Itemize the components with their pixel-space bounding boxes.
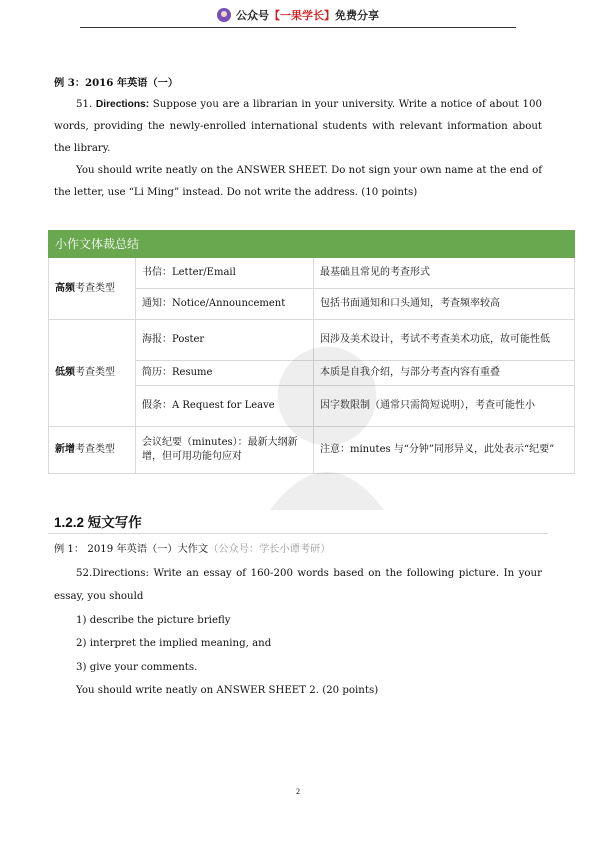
note-cell: 注意：minutes 与“分钟”同形异义，此处表示“纪要” xyxy=(314,427,575,474)
type-cell: 通知：Notice/Announcement xyxy=(136,289,314,320)
table-title: 小作文体裁总结 xyxy=(49,231,575,258)
type-cell: 简历：Resume xyxy=(136,361,314,386)
section-heading: 1.2.2 短文写作 xyxy=(54,515,142,530)
example-3-title: 例 3：2016 年英语（一） xyxy=(54,77,179,89)
genre-summary-table xyxy=(48,230,575,474)
example-1-prompt: 52.Directions: Write an essay of 160-200 words based on the following picture. In your essay, you should xyxy=(54,567,542,602)
example-3-paragraph-1 xyxy=(54,94,542,160)
header-prefix: 公众号 xyxy=(236,9,269,22)
example-3-paragraph-2: You should write neatly on the ANSWER SHEET. Do not sign your own name at the end of the letter, use “Li Ming” instead. Do not write the address. (10 points) xyxy=(54,165,542,198)
section-rule xyxy=(48,533,548,534)
example-3-prompt: Suppose you are a librarian in your university. Write a notice of about 100 words, providing the newly-enrolled international students with relevant information about the library. xyxy=(54,99,542,154)
note-cell: 最基础且常见的考查形式 xyxy=(314,258,575,289)
type-cell: 假条：A Request for Leave xyxy=(136,386,314,427)
avatar-icon xyxy=(217,8,231,22)
example-3-block xyxy=(54,72,542,204)
category-high: 高频考查类型 xyxy=(49,258,136,320)
directions-label: Directions: xyxy=(95,99,150,110)
type-cell: 会议纪要（minutes）：最新大纲新增，但可用功能句应对 xyxy=(136,427,314,474)
list-item: 3) give your comments. xyxy=(76,661,198,673)
list-item: 1) describe the picture briefly xyxy=(76,614,231,626)
header-brand: 一果学长 xyxy=(280,9,324,22)
example-1-title: 例 1： 2019 年英语（一）大作文（公众号：学长小谭考研） xyxy=(54,544,331,555)
example-1-block xyxy=(54,538,542,703)
note-cell: 因涉及美术设计，考试不考查美术功底，故可能性低 xyxy=(314,320,575,361)
note-cell: 因字数限制（通常只需简短说明），考查可能性小 xyxy=(314,386,575,427)
example-1-closing: You should write neatly on ANSWER SHEET 2. (20 points) xyxy=(76,685,379,696)
header-bracket-open: 【 xyxy=(269,9,280,22)
note-cell: 本质是自我介绍，与部分考查内容有重叠 xyxy=(314,361,575,386)
list-item: 2) interpret the implied meaning, and xyxy=(76,638,272,649)
type-cell: 海报：Poster xyxy=(136,320,314,361)
source-note: （公众号：学长小谭考研） xyxy=(208,544,331,555)
type-cell: 书信：Letter/Email xyxy=(136,258,314,289)
header-suffix: 免费分享 xyxy=(335,9,379,22)
header-bracket-close: 】 xyxy=(324,9,335,22)
category-new: 新增考查类型 xyxy=(49,427,136,474)
category-low: 低频考查类型 xyxy=(49,320,136,427)
page-header xyxy=(0,6,596,24)
page-number: 2 xyxy=(296,787,300,796)
question-number: 51. xyxy=(76,99,96,110)
note-cell: 包括书面通知和口头通知，考查频率较高 xyxy=(314,289,575,320)
header-rule xyxy=(80,27,516,28)
